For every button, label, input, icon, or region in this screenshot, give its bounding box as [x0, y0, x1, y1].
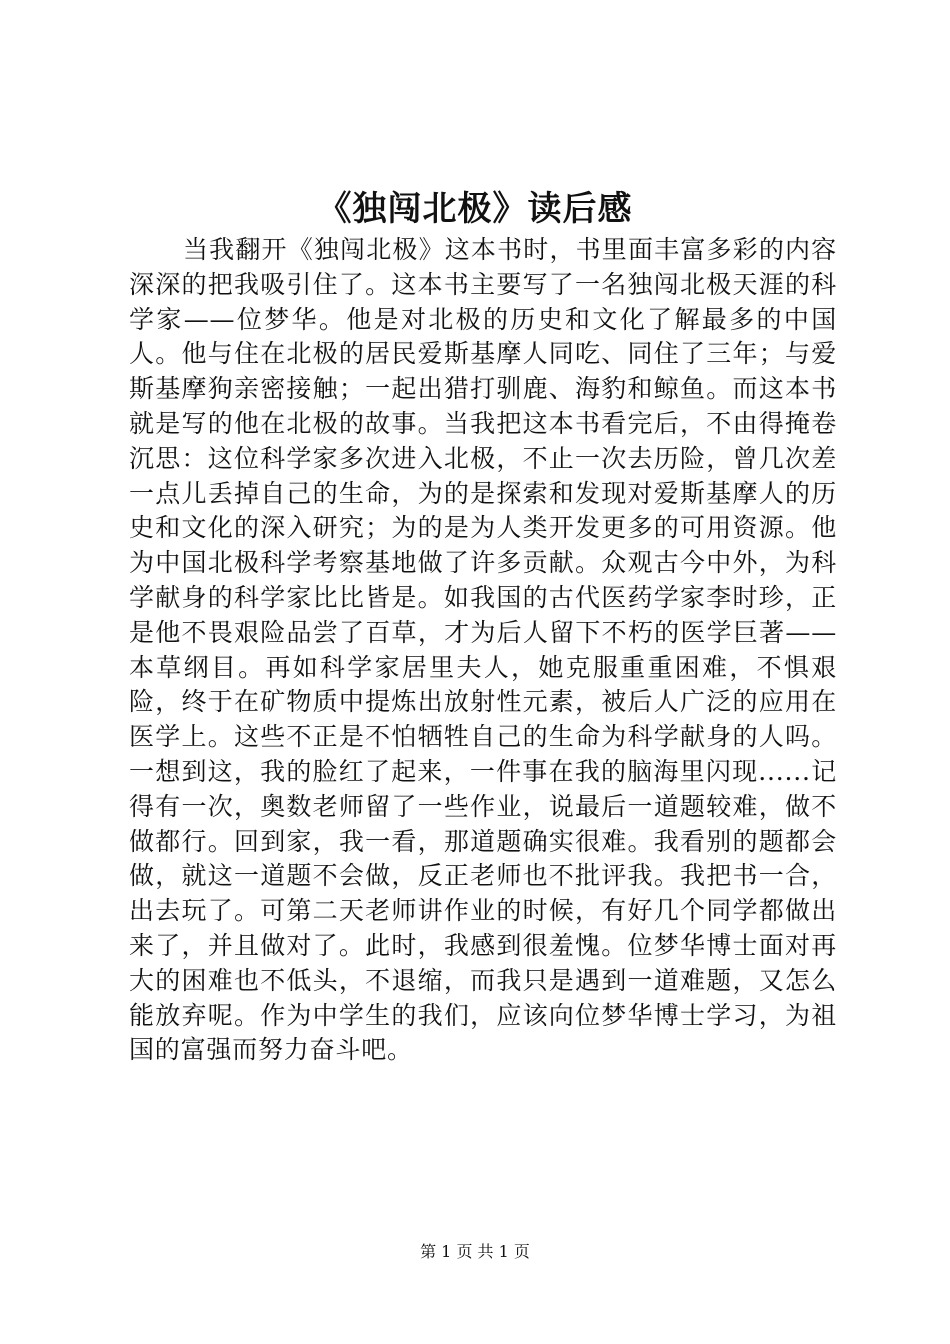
page-footer: 第 1 页 共 1 页 [420, 1242, 530, 1261]
document-title: 《独闯北极》读后感 [317, 189, 633, 229]
body-paragraph: 当我翻开《独闯北极》这本书时，书里面丰富多彩的内容深深的把我吸引住了。这本书主要写了一名独闯北极天涯的科学家——位梦华。他是对北极的历史和文化了解最多的中国人。他与住在北极的居民爱斯基摩人同吃、同住了三年；与爱斯基摩狗亲密接触；一起出猎打驯鹿、海豹和鲸鱼。而这本书就是写的他在北极的故事。当我把这本书看完后，不由得掩卷沉思：这位科学家多次进入北极，不止一次去历险，曾几次差一点儿丢掉自己的生命，为的是探索和发现对爱斯基摩人的历史和文化的深入研究；为的是为人类开发更多的可用资源。他为中国北极科学考察基地做了许多贡献。众观古今中外，为科学献身的科学家比比皆是。如我国的古代医药学家李时珍，正是他不畏艰险品尝了百草，才为后人留下不朽的医学巨著——本草纲目。再如科学家居里夫人，她克服重重困难，不惧艰险，终于在矿物质中提炼出放射性元素，被后人广泛的应用在医学上。这些不正是不怕牺牲自己的生命为科学献身的人吗。一想到这，我的脸红了起来，一件事在我的脑海里闪现......记得有一次，奥数老师留了一些作业，说最后一道题较难，做不做都行。回到家，我一看，那道题确实很难。我看别的题都会做，就这一道题不会做，反正老师也不批评我。我把书一合，出去玩了。可第二天老师讲作业的时候，有好几个同学都做出来了，并且做对了。此时，我感到很羞愧。位梦华博士面对再大的困难也不低头，不退缩，而我只是遇到一道难题，又怎么能放弃呢。作为中学生的我们，应该向位梦华博士学习，为祖国的富强而努力奋斗吧。 [129, 235, 837, 1065]
